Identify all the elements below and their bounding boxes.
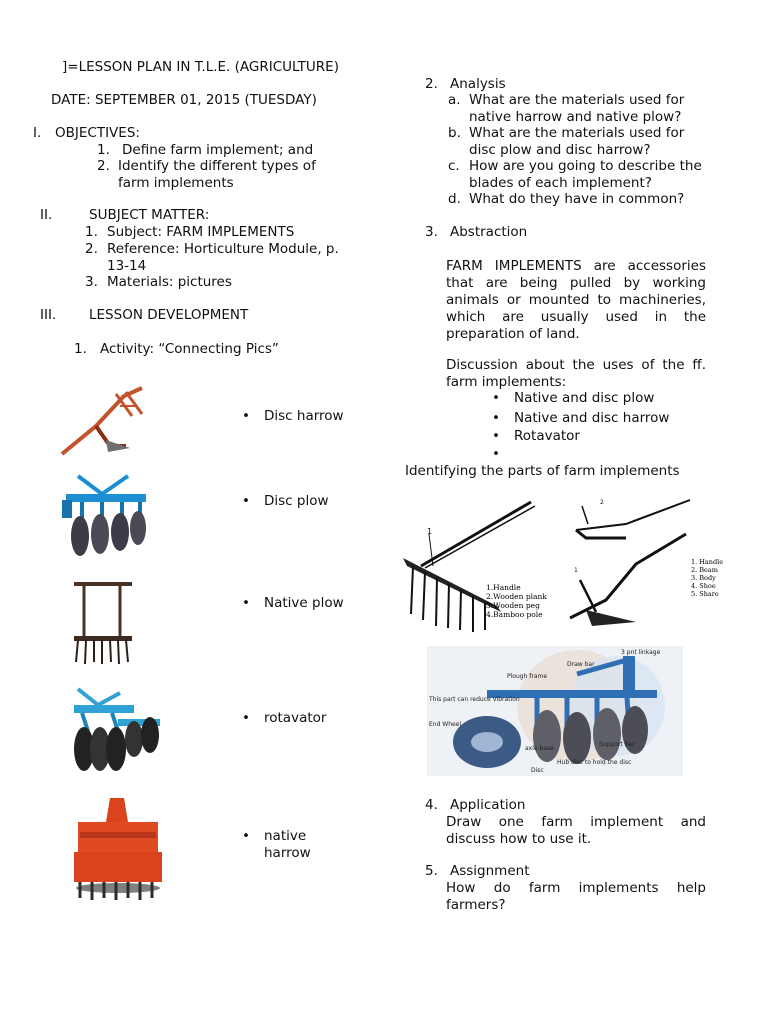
harrow-part-label: 1.Handle [486,583,521,592]
discussion-item: • Rotavator [514,428,580,445]
disc-plow-part-label: Draw bar [567,661,595,668]
objective-number: 2. [97,158,110,174]
disc-plow-parts-diagram [427,646,683,776]
disc-plow-part-label: Hub disc to hold the disc [557,759,632,766]
analysis-heading: Analysis [450,76,506,92]
disc-plow-part-label: Plough frame [507,673,548,680]
subject-matter-text: Materials: pictures [107,274,232,290]
svg-text:2: 2 [600,499,604,506]
disc-plow-part-label: This part can reduce Vibration [429,696,520,703]
objective-text: Identify the different types of farm implements [118,158,316,191]
subject-matter-number: 1. [85,224,98,240]
assignment-text: How do farm implements help farmers? [446,880,706,913]
application-number: 4. [425,797,438,813]
disc-harrow-picture [68,683,164,779]
application-text: Draw one farm implement and discuss how to use it. [446,814,706,847]
harrow-part-label: 2.Wooden plank [486,592,547,601]
analysis-number: 2. [425,76,438,92]
disc-plow-part-label: Support bar [599,741,635,748]
activity-text: Activity: “Connecting Pics” [100,341,279,357]
discussion-item: • Native and disc plow [514,390,654,407]
subject-matter-numeral: II. [40,207,53,223]
assignment-heading: Assignment [450,863,530,879]
document-title: ]=LESSON PLAN IN T.L.E. (AGRICULTURE) [62,59,339,75]
harrow-part-label: 3.Wooden peg [486,601,540,610]
abstraction-number: 3. [425,224,438,240]
plow-part-label: 2. Beam [691,566,718,574]
analysis-letter: d. [448,191,461,207]
objectives-numeral: I. [33,125,42,141]
abstraction-definition: FARM IMPLEMENTS are accessories that are being pulled by working animals or mounted to machineries, which are usually used in the preparation of land. [446,258,706,342]
native-harrow-parts-diagram [401,494,555,634]
subject-matter-text: Subject: FARM IMPLEMENTS [107,224,295,240]
objective-number: 1. [97,142,110,158]
match-item: • Disc plow [264,493,329,510]
plow-part-label: 1. Handle [691,558,724,566]
analysis-question: How are you going to describe the blades of each implement? [469,158,702,191]
lesson-date: DATE: SEPTEMBER 01, 2015 (TUESDAY) [51,92,317,108]
plow-part-label: 4. Shoe [691,582,716,590]
harrow-parts-legend [486,583,547,619]
identify-parts-heading: Identifying the parts of farm implements [405,463,680,479]
assignment-number: 5. [425,863,438,879]
analysis-letter: a. [448,92,461,108]
match-item: • Disc harrow [264,408,344,425]
analysis-question: What do they have in common? [469,191,685,207]
plow-part-label: 5. Share [691,590,719,598]
analysis-letter: b. [448,125,461,141]
subject-matter-number: 3. [85,274,98,290]
match-item: • Native plow [264,595,344,612]
native-harrow-picture [70,578,136,668]
harrow-part-label: 4.Bamboo pole [486,610,543,619]
disc-plow-part-label: Disc [531,767,544,774]
analysis-question: What are the materials used for native harrow and native plow? [469,92,685,125]
disc-plow-part-label: End Wheel [429,721,462,728]
activity-number: 1. [74,341,87,357]
native-plow-parts-diagram [566,494,732,634]
application-heading: Application [450,797,526,813]
analysis-letter: c. [448,158,460,174]
native-plow-picture [56,384,152,460]
objectives-heading: OBJECTIVES: [55,125,140,141]
svg-text:1: 1 [427,527,433,536]
rotavator-picture [70,792,166,904]
analysis-question: What are the materials used for disc plow and disc harrow? [469,125,685,158]
objective-text: Define farm implement; and [122,142,314,158]
plow-parts-legend [691,558,723,598]
lesson-development-heading: LESSON DEVELOPMENT [89,307,249,323]
abstraction-discussion: Discussion about the uses of the ff. farm implements: [446,357,706,390]
discussion-item: • Native and disc harrow [514,410,669,427]
subject-matter-number: 2. [85,241,98,257]
svg-text:1: 1 [574,567,578,574]
disc-plow-part-label: 3 pnt linkage [621,649,661,656]
match-item: • native harrow [264,828,334,862]
subject-matter-heading: SUBJECT MATTER: [89,207,210,223]
lesson-development-numeral: III. [40,307,57,323]
plow-part-label: 3. Body [691,574,716,582]
disc-plow-picture [58,470,154,560]
match-item: • rotavator [264,710,326,727]
disc-plow-part-label: axle base [525,745,554,752]
abstraction-heading: Abstraction [450,224,528,240]
subject-matter-text: Reference: Horticulture Module, p. 13-14 [107,241,339,274]
